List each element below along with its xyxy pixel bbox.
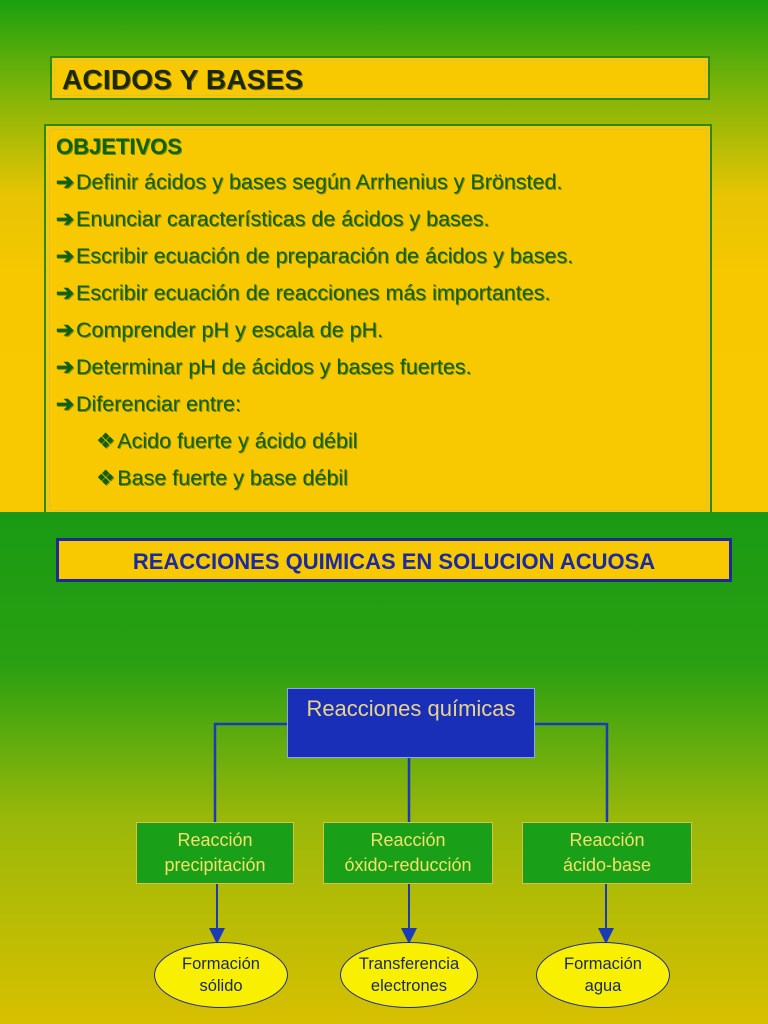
arrow-right-icon: ➔ bbox=[56, 318, 75, 342]
outcome-formacion-solido bbox=[154, 942, 288, 1008]
outcome-line2: electrones bbox=[370, 977, 448, 995]
objective-text: Comprender pH y escala de pH. bbox=[76, 318, 384, 342]
diamond-bullet-icon: ❖ bbox=[96, 429, 116, 453]
node-line1: Reacción bbox=[370, 830, 446, 850]
node-line1: Reacción bbox=[569, 830, 645, 850]
connector-root-left bbox=[215, 724, 287, 822]
objective-item bbox=[56, 170, 562, 195]
sub-objective-item bbox=[96, 429, 358, 454]
outcome-line2: sólido bbox=[199, 977, 243, 995]
arrow-right-icon: ➔ bbox=[56, 281, 75, 305]
node-line1: Reacción bbox=[177, 830, 253, 850]
outcome-line1: Formación bbox=[182, 955, 260, 973]
objective-text: Escribir ecuación de preparación de ácidos y bases. bbox=[76, 244, 574, 268]
outcome-transferencia-electrones bbox=[340, 942, 478, 1008]
objective-text: Diferenciar entre: bbox=[76, 392, 241, 416]
root-node-reacciones-quimicas: Reacciones químicas bbox=[287, 688, 535, 758]
objective-item bbox=[56, 318, 383, 343]
arrow-right-icon: ➔ bbox=[56, 170, 75, 194]
objective-item bbox=[56, 281, 550, 306]
objective-text: Determinar pH de ácidos y bases fuertes. bbox=[76, 355, 472, 379]
connector-root-right bbox=[535, 724, 607, 822]
objective-text: Escribir ecuación de reacciones más importantes. bbox=[76, 281, 551, 305]
node-line2: precipitación bbox=[164, 855, 266, 875]
node-reaccion-oxido-reduccion bbox=[323, 822, 493, 884]
node-line2: óxido-reducción bbox=[344, 855, 472, 875]
objectives-panel bbox=[44, 124, 712, 512]
outcome-formacion-agua bbox=[536, 942, 670, 1008]
objective-text: Enunciar características de ácidos y bases. bbox=[76, 207, 490, 231]
sub-objective-item bbox=[96, 466, 348, 491]
objective-text: Definir ácidos y bases según Arrhenius y Brönsted. bbox=[76, 170, 563, 194]
slide-reacciones bbox=[0, 512, 768, 1024]
node-reaccion-precipitacion bbox=[136, 822, 294, 884]
outcome-line1: Formación bbox=[564, 955, 642, 973]
arrow-right-icon: ➔ bbox=[56, 244, 75, 268]
slide-title-box bbox=[50, 56, 710, 100]
arrow-right-icon: ➔ bbox=[56, 207, 75, 231]
objectives-heading: OBJETIVOS bbox=[56, 134, 182, 159]
outcome-line1: Transferencia bbox=[358, 955, 460, 973]
node-line2: ácido-base bbox=[562, 855, 652, 875]
outcome-line2: agua bbox=[584, 977, 622, 995]
sub-objective-text: Base fuerte y base débil bbox=[117, 466, 348, 490]
objective-item bbox=[56, 355, 472, 380]
arrow-right-icon: ➔ bbox=[56, 355, 75, 379]
slide-title: ACIDOS Y BASES bbox=[62, 64, 304, 95]
diamond-bullet-icon: ❖ bbox=[96, 466, 116, 490]
objective-item bbox=[56, 207, 490, 232]
objective-item bbox=[56, 392, 241, 417]
sub-objective-text: Acido fuerte y ácido débil bbox=[117, 429, 358, 453]
node-reaccion-acido-base bbox=[522, 822, 692, 884]
objective-item bbox=[56, 244, 573, 269]
slide-title: REACCIONES QUIMICAS EN SOLUCION ACUOSA bbox=[132, 549, 656, 574]
arrow-right-icon: ➔ bbox=[56, 392, 75, 416]
